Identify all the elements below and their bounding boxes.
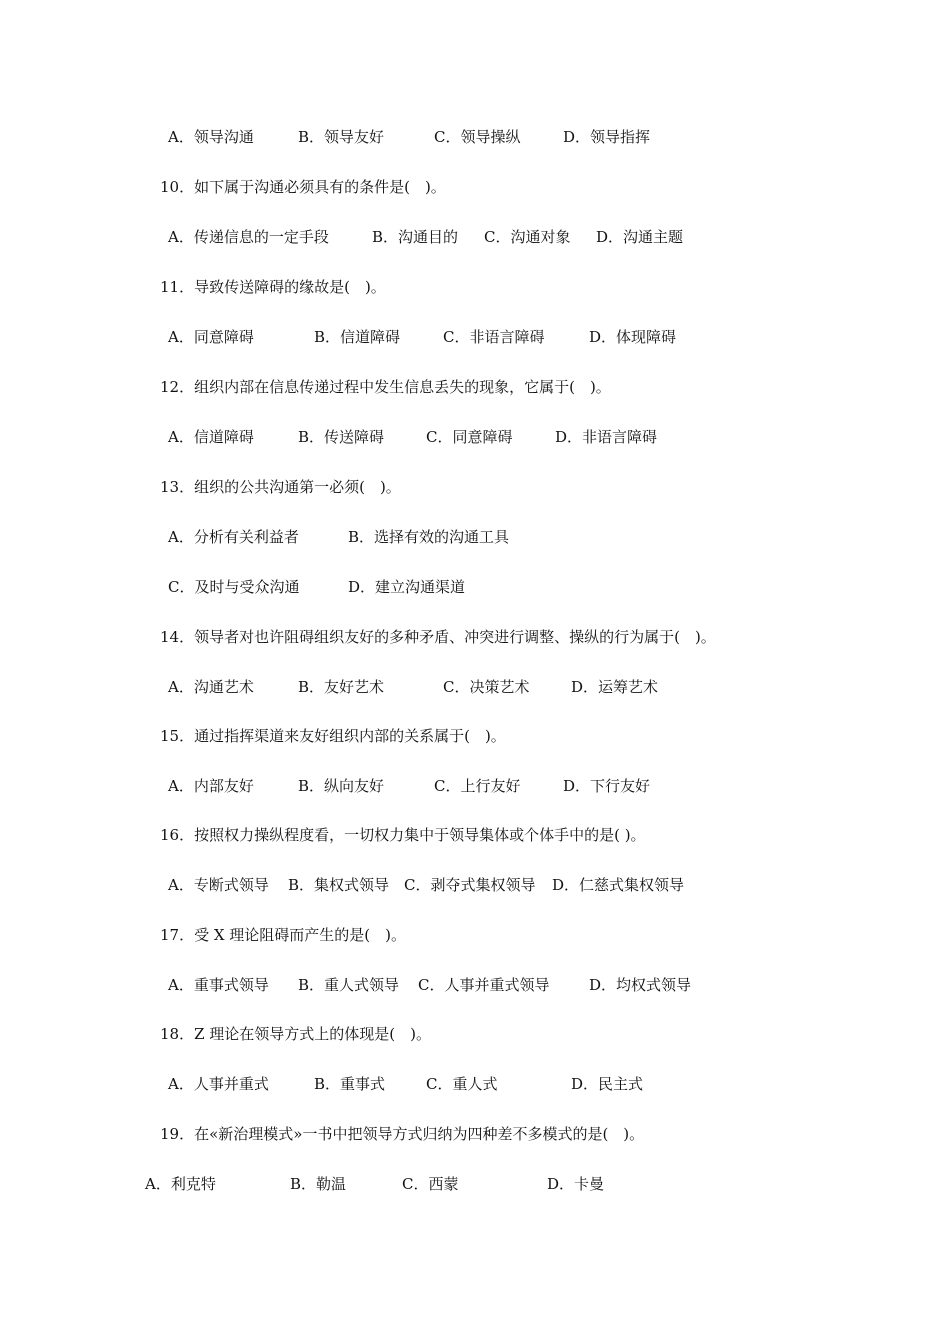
option-a: A．内部友好 <box>168 777 254 795</box>
option-c: C．决策艺术 <box>443 678 530 696</box>
option-b: B．信道障碍 <box>314 328 401 346</box>
question-text: 19．在«新治理模式»一书中把领导方式归纳为四种差不多模式的是( )。 <box>160 1125 645 1143</box>
option-c: C．及时与受众沟通 <box>168 578 300 596</box>
option-b: B．重人式领导 <box>298 976 400 994</box>
option-c: C．剥夺式集权领导 <box>404 876 536 894</box>
question-text: 13．组织的公共沟通第一必须( )。 <box>160 478 401 496</box>
option-c: C．重人式 <box>426 1075 498 1093</box>
option-a: A．同意障碍 <box>168 328 254 346</box>
option-a: A．利克特 <box>145 1175 216 1193</box>
option-b: B．勒温 <box>290 1175 347 1193</box>
option-a: A．信道障碍 <box>168 428 254 446</box>
option-d: D．均权式领导 <box>589 976 692 994</box>
option-b: B．纵向友好 <box>298 777 385 795</box>
option-a: A．传递信息的一定手段 <box>168 228 329 246</box>
option-d: D．沟通主题 <box>596 228 684 246</box>
option-b: B．选择有效的沟通工具 <box>348 528 510 546</box>
option-c: C．非语言障碍 <box>443 328 545 346</box>
option-c: C．领导操纵 <box>434 128 521 146</box>
option-c: C．人事并重式领导 <box>418 976 550 994</box>
option-d: D．仁慈式集权领导 <box>552 876 685 894</box>
option-a: A．人事并重式 <box>168 1075 269 1093</box>
option-a: A．领导沟通 <box>168 128 254 146</box>
option-d: D．下行友好 <box>563 777 651 795</box>
question-text: 10．如下属于沟通必须具有的条件是( )。 <box>160 178 446 196</box>
question-text: 12．组织内部在信息传递过程中发生信息丢失的现象，它属于( )。 <box>160 378 611 396</box>
option-c: C．西蒙 <box>402 1175 459 1193</box>
option-b: B．沟通目的 <box>372 228 459 246</box>
option-a: A．专断式领导 <box>168 876 269 894</box>
option-b: B．集权式领导 <box>288 876 390 894</box>
question-text: 16．按照权力操纵程度看，一切权力集中于领导集体或个体手中的是( )。 <box>160 826 646 844</box>
option-d: D．运筹艺术 <box>571 678 659 696</box>
question-text: 17．受 X 理论阻碍而产生的是( )。 <box>160 926 407 944</box>
option-c: C．上行友好 <box>434 777 521 795</box>
option-c: C．沟通对象 <box>484 228 571 246</box>
option-d: D．非语言障碍 <box>555 428 658 446</box>
option-c: C．同意障碍 <box>426 428 513 446</box>
option-b: B．领导友好 <box>298 128 385 146</box>
option-a: A．沟通艺术 <box>168 678 254 696</box>
option-a: A．分析有关利益者 <box>168 528 299 546</box>
option-a: A．重事式领导 <box>168 976 269 994</box>
question-text: 15．通过指挥渠道来友好组织内部的关系属于( )。 <box>160 727 506 745</box>
question-text: 18．Z 理论在领导方式上的体现是( )。 <box>160 1025 431 1043</box>
option-d: D．建立沟通渠道 <box>348 578 466 596</box>
option-b: B．重事式 <box>314 1075 386 1093</box>
option-d: D．民主式 <box>571 1075 644 1093</box>
option-b: B．传送障碍 <box>298 428 385 446</box>
option-b: B．友好艺术 <box>298 678 385 696</box>
question-text: 11．导致传送障碍的缘故是( )。 <box>160 278 386 296</box>
question-text: 14．领导者对也许阻碍组织友好的多种矛盾、冲突进行调整、操纵的行为属于( )。 <box>160 628 716 646</box>
option-d: D．体现障碍 <box>589 328 677 346</box>
option-d: D．领导指挥 <box>563 128 651 146</box>
option-d: D．卡曼 <box>547 1175 605 1193</box>
